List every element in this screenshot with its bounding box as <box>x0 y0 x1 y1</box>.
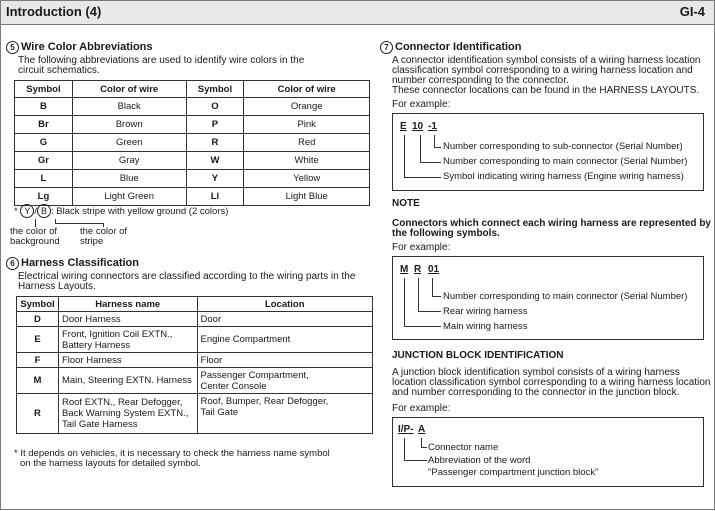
harness-footnote-1: * It depends on vehicles, it is necessary to check the harness name symbol <box>14 448 330 459</box>
wire-color-desc-1: The following abbreviations are used to identify wire colors in the <box>18 55 305 66</box>
symbol-cell: G <box>15 134 73 152</box>
harness-location-cell <box>197 353 372 368</box>
stripe-color-circle: B <box>37 204 51 218</box>
harness-name-line: Battery Harness <box>61 339 131 351</box>
table-row <box>15 116 370 134</box>
example-code-harness: E <box>400 121 407 132</box>
harness-name-line: Main, Steering EXTN. Harness <box>61 375 192 386</box>
harness-table <box>16 296 373 434</box>
connector-desc-2: classification symbol corresponding to a wiring harness location and <box>392 65 693 76</box>
stripe-note-text: : Black stripe with yellow ground (2 colors) <box>50 206 229 217</box>
section-number-badge: 5 <box>6 41 19 54</box>
example-code-connector: A <box>418 424 426 435</box>
color-cell: Orange <box>244 98 370 116</box>
table-header-cell: Harness name <box>58 297 197 312</box>
harness-name-line: Floor Harness <box>61 354 122 366</box>
example-label-jb-word: "Passenger compartment junction block" <box>428 467 599 478</box>
harness-name-cell <box>58 394 197 434</box>
example-code-main: 10 <box>412 121 424 132</box>
harness-desc-1: Electrical wiring connectors are classified according to the wiring parts in the <box>18 271 356 282</box>
color-cell: White <box>244 152 370 170</box>
table-row <box>17 394 373 434</box>
table-header-cell: Symbol <box>15 81 73 98</box>
stripe-slash: / <box>34 206 37 217</box>
table-row <box>17 312 373 327</box>
jb-desc-3: and number corresponding to the connector in the junction block. <box>392 387 680 398</box>
harness-location-cell <box>197 327 372 353</box>
ground-label-2: background <box>10 236 60 247</box>
jb-title: JUNCTION BLOCK IDENTIFICATION <box>392 350 564 361</box>
for-example-label: For example: <box>392 242 451 253</box>
for-example-label: For example: <box>392 403 451 414</box>
color-cell: Gray <box>72 152 186 170</box>
example-label-number: Number corresponding to main connector (Serial Number) <box>443 291 688 302</box>
leader-line <box>404 326 441 327</box>
ground-color-circle: Y <box>20 204 34 218</box>
table-header-cell: Color of wire <box>72 81 186 98</box>
harness-section-title <box>6 257 139 270</box>
leader-line <box>404 278 405 326</box>
page-header <box>0 0 715 25</box>
wire-color-table <box>14 80 370 206</box>
note-text-1: Connectors which connect each wiring harness are represented by <box>392 218 711 229</box>
harness-location-line: Center Console <box>200 380 267 392</box>
harness-name-cell <box>58 312 197 327</box>
table-row <box>15 188 370 206</box>
leader-line <box>420 162 441 163</box>
leader-line <box>404 460 427 461</box>
table-row <box>17 327 373 353</box>
connector-desc-3: number corresponding to the connector. <box>392 75 569 86</box>
harness-location-line: Passenger Compartment, <box>200 369 309 381</box>
color-cell: Light Green <box>72 188 186 206</box>
symbol-cell: Gr <box>15 152 73 170</box>
harness-location-cell <box>197 394 372 434</box>
harness-name-line: Tail Gate Harness <box>61 419 138 430</box>
leader-line <box>421 438 422 447</box>
note-title: NOTE <box>392 198 420 209</box>
harness-title-text: Harness Classification <box>21 257 139 269</box>
harness-symbol-cell: E <box>17 327 59 353</box>
table-row <box>15 134 370 152</box>
table-row <box>17 353 373 368</box>
color-cell: Light Blue <box>244 188 370 206</box>
harness-footnote-2: on the harness layouts for detailed symbol. <box>20 458 201 469</box>
example-label-main: Number corresponding to main connector (Serial Number) <box>443 156 688 167</box>
leader-line <box>432 278 433 296</box>
connector-desc-1: A connector identification symbol consists of a wiring harness location <box>392 55 701 66</box>
leader-line <box>404 438 405 460</box>
leader-line <box>421 447 427 448</box>
stripe-label-2: stripe <box>80 236 104 247</box>
color-cell: Yellow <box>244 170 370 188</box>
leader-line <box>404 135 405 177</box>
symbol-cell: Lg <box>15 188 73 206</box>
table-row <box>15 98 370 116</box>
leader-line <box>420 135 421 162</box>
wire-color-desc-2: circuit schematics. <box>18 65 100 76</box>
harness-symbol-cell: M <box>17 368 59 394</box>
table-row <box>15 152 370 170</box>
color-cell: Black <box>72 98 186 116</box>
symbol-cell: Y <box>186 170 244 188</box>
stripe-note <box>14 204 228 218</box>
color-cell: Blue <box>72 170 186 188</box>
table-header-cell: Symbol <box>186 81 244 98</box>
table-header-cell: Color of wire <box>244 81 370 98</box>
harness-symbol-cell: D <box>17 312 59 327</box>
example-label-main-harness: Main wiring harness <box>443 321 528 332</box>
table-header-row <box>15 81 370 98</box>
harness-location-line: Roof, Bumper, Rear Defogger, <box>200 396 329 407</box>
leader-line <box>432 296 441 297</box>
color-cell: Red <box>244 134 370 152</box>
wire-color-title-text: Wire Color Abbreviations <box>21 41 153 53</box>
color-cell: Green <box>72 134 186 152</box>
symbol-cell: B <box>15 98 73 116</box>
symbol-cell: W <box>186 152 244 170</box>
jb-desc-1: A junction block identification symbol consists of a wiring harness <box>392 367 680 378</box>
example-label-sub: Number corresponding to sub-connector (Serial Number) <box>443 141 683 152</box>
harness-name-line: Front, Ignition Coil EXTN., <box>61 328 173 340</box>
harness-name-cell <box>58 353 197 368</box>
symbol-cell: R <box>186 134 244 152</box>
section-number-badge: 6 <box>6 257 19 270</box>
harness-location-line: Engine Compartment <box>200 334 291 345</box>
stripe-label-1: the color of <box>80 226 127 237</box>
leader-line <box>55 223 103 224</box>
leader-line <box>434 135 435 147</box>
leader-line <box>418 311 441 312</box>
connector-desc-4: These connector locations can be found in the HARNESS LAYOUTS. <box>392 85 700 96</box>
for-example-label: For example: <box>392 99 451 110</box>
color-cell: Pink <box>244 116 370 134</box>
example-code-jb: I/P- <box>398 424 414 435</box>
example-code-number: 01 <box>428 264 440 275</box>
harness-symbol-cell: R <box>17 394 59 434</box>
table-header-row <box>17 297 373 312</box>
wire-color-section-title <box>6 41 153 54</box>
example-code-main-harness: M <box>400 264 409 275</box>
example-label-connector: Connector name <box>428 442 499 453</box>
connector-title-text: Connector Identification <box>395 41 522 53</box>
example-code-sub: -1 <box>428 121 437 132</box>
symbol-cell: L <box>15 170 73 188</box>
leader-line <box>434 147 441 148</box>
harness-name-cell <box>58 327 197 353</box>
harness-location-cell <box>197 312 372 327</box>
harness-location-line: Tail Gate <box>200 407 239 418</box>
harness-location-line: Floor <box>200 354 223 366</box>
symbol-cell: P <box>186 116 244 134</box>
harness-symbol-cell: F <box>17 353 59 368</box>
table-header-cell: Symbol <box>17 297 59 312</box>
harness-desc-2: Harness Layouts. <box>18 281 96 292</box>
jb-desc-2: location classification symbol corresponding to a wiring harness location <box>392 377 711 388</box>
harness-location-line: Door <box>200 313 222 325</box>
example-label-abbrev: Abbreviation of the word <box>428 455 531 466</box>
harness-name-line: Back Warning System EXTN., <box>61 408 189 419</box>
symbol-cell: O <box>186 98 244 116</box>
symbol-cell: Br <box>15 116 73 134</box>
leader-line <box>418 278 419 311</box>
color-cell: Brown <box>72 116 186 134</box>
page-code: GI-4 <box>679 4 705 19</box>
section-number-badge: 7 <box>380 41 393 54</box>
harness-name-line: Roof EXTN., Rear Defogger, <box>61 397 183 408</box>
example-code-rear-harness: R <box>414 264 422 275</box>
page-title: Introduction (4) <box>6 4 102 19</box>
ground-label-1: the color of <box>10 226 57 237</box>
connector-section-title <box>380 41 522 54</box>
leader-line <box>404 177 441 178</box>
harness-name-cell <box>58 368 197 394</box>
example-label-rear: Rear wiring harness <box>443 306 528 317</box>
harness-name-line: Door Harness <box>61 313 121 325</box>
note-text-2: the following symbols. <box>392 228 500 239</box>
table-row <box>17 368 373 394</box>
table-header-cell: Location <box>197 297 372 312</box>
harness-location-cell <box>197 368 372 394</box>
example-label-harness: Symbol indicating wiring harness (Engine wiring harness) <box>443 171 684 182</box>
note-asterisk: * <box>14 206 18 217</box>
table-row <box>15 170 370 188</box>
symbol-cell: Ll <box>186 188 244 206</box>
